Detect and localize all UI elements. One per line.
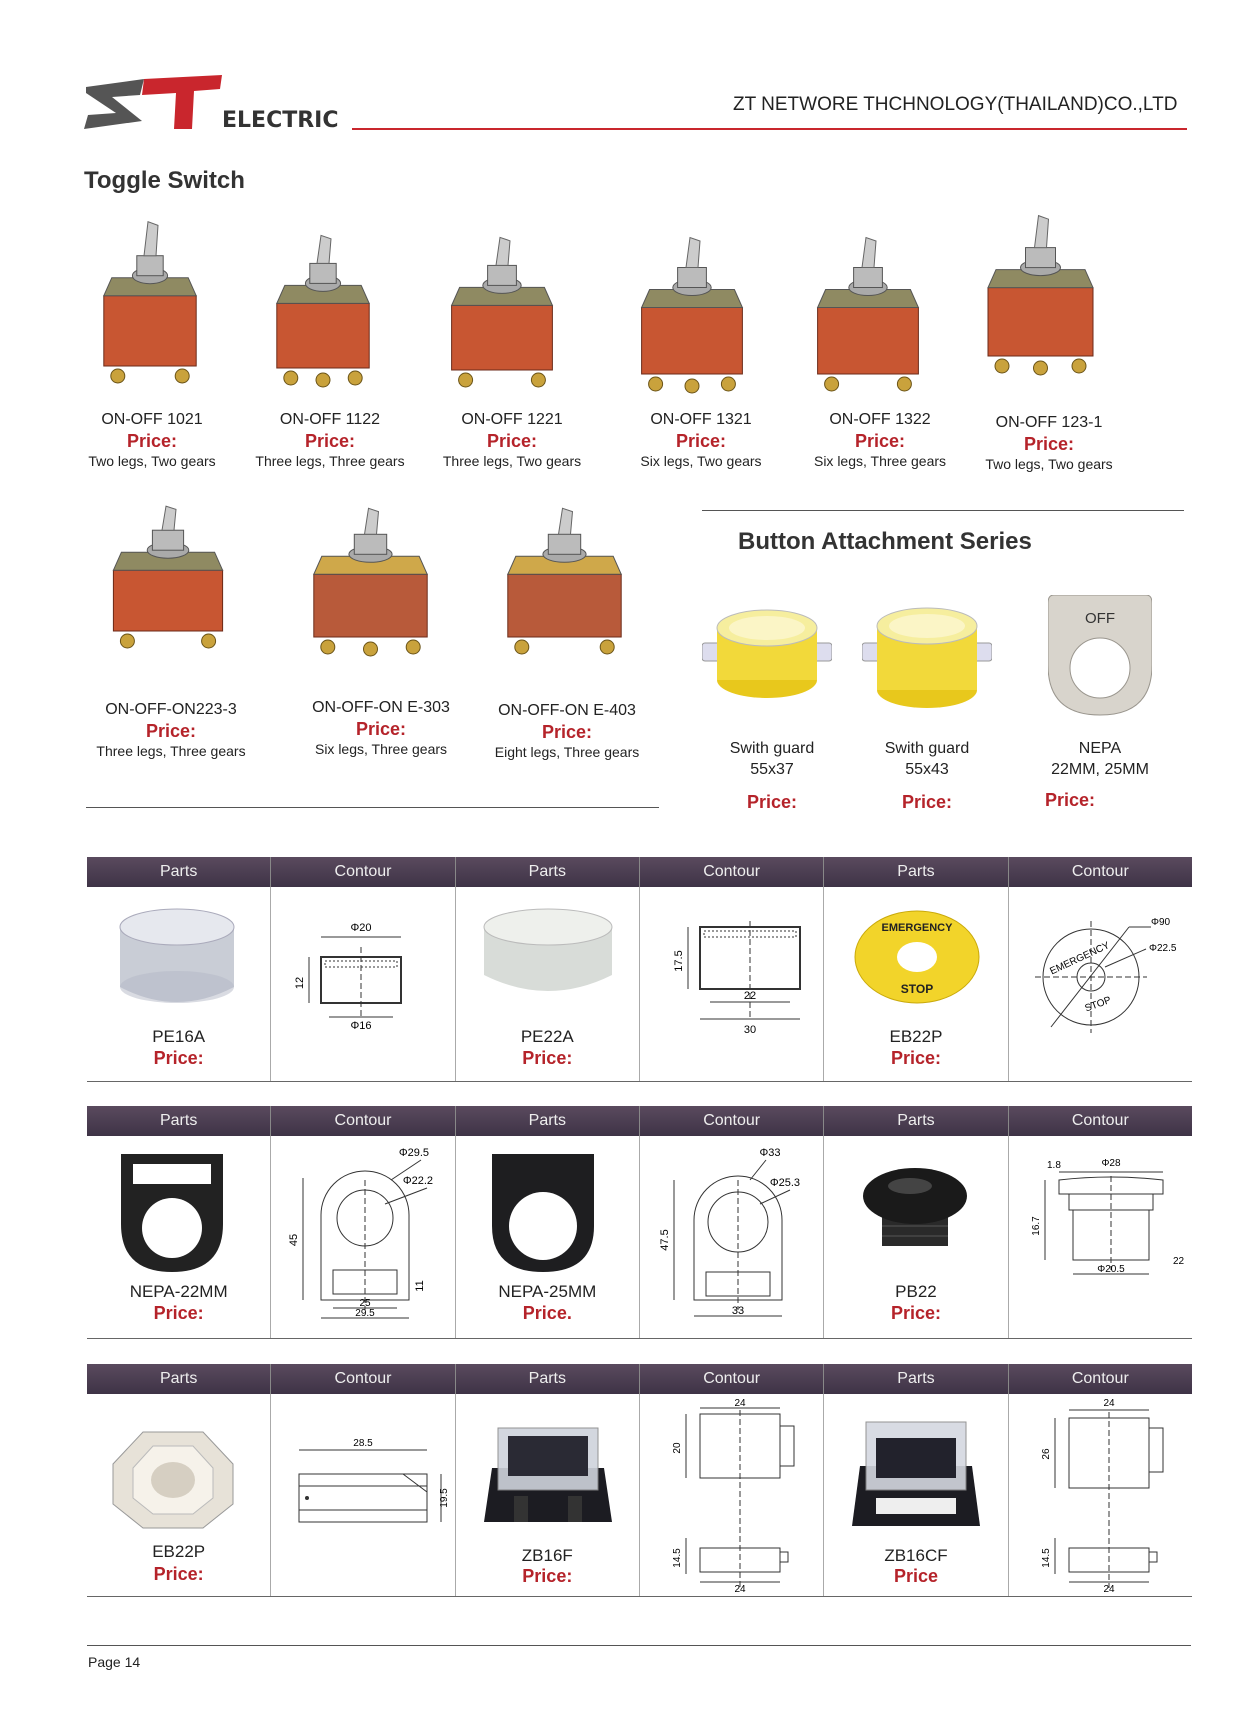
switch-guard-55x43-image [862, 598, 992, 716]
toggle-desc: Three legs, Three gears [255, 453, 405, 469]
contour-cell-nepa-22mm [271, 1136, 455, 1338]
header-contour: Contour [1071, 1112, 1129, 1129]
toggle-name: ON-OFF 1322 [829, 411, 931, 428]
nepa-25mm-contour [650, 1140, 820, 1335]
dim-label: 47.5 [658, 1229, 671, 1251]
part-name: PE22A [520, 1027, 574, 1046]
toggle-desc: Six legs, Two gears [640, 453, 762, 469]
toggle-price: Price: [145, 721, 197, 741]
part-cell-nepa-22mm [87, 1136, 271, 1338]
page-number: Page 14 [88, 1654, 141, 1670]
header-contour: Contour [1071, 863, 1129, 880]
part-price: Price. [522, 1303, 572, 1323]
toggle-name: ON-OFF 1122 [279, 411, 381, 428]
toggle-desc: Three legs, Three gears [96, 743, 246, 759]
toggle-name: ON-OFF 1221 [461, 411, 563, 428]
part-name: EB22P [889, 1027, 943, 1046]
dim-label: 11 [414, 1280, 427, 1292]
part-cell-zb16cf [824, 1394, 1008, 1596]
toggle-desc: Six legs, Three gears [314, 741, 448, 757]
contour-cell-zb16cf [1009, 1394, 1192, 1596]
nepa-plate-image [1048, 595, 1152, 720]
header-contour: Contour [640, 1106, 824, 1136]
dim-label: Φ22.5 [1148, 943, 1177, 954]
part-price: Price: [890, 1303, 941, 1323]
part-name: ZB16CF [884, 1546, 948, 1565]
part-price: Price: [522, 1048, 573, 1068]
pb22-image [860, 1166, 970, 1256]
header-parts: Parts [456, 1106, 640, 1136]
header-contour: Contour [271, 1106, 455, 1136]
section-title-toggle: Toggle Switch [84, 167, 245, 194]
part-cell-pb22 [824, 1136, 1008, 1338]
emergency-text: EMERGENCY [881, 922, 953, 934]
pe16a-image [112, 905, 242, 1010]
dim-label: Φ33 [759, 1147, 781, 1159]
toggle-desc: Three legs, Two gears [442, 453, 582, 469]
part-price: Price: [153, 1564, 204, 1584]
dim-label: 20 [671, 1442, 683, 1454]
part-name: NEPA-25MM [498, 1282, 597, 1301]
nepa-22mm-image [117, 1154, 227, 1274]
dim-label: 1.8 [1046, 1160, 1061, 1171]
dim-label: 14.5 [671, 1548, 683, 1568]
toggle-item-1321 [616, 410, 786, 470]
dim-label: 24 [734, 1584, 746, 1593]
item-name: Swith guard [884, 740, 970, 757]
company-name: ZT NETWORE THCHNOLOGY(THAILAND)CO.,LTD [733, 94, 1178, 115]
switch-guard-55x37-label [712, 738, 832, 813]
toggle-name: ON-OFF-ON E-403 [498, 702, 636, 719]
toggle-name: ON-OFF 1021 [101, 411, 203, 428]
part-name: NEPA-22MM [129, 1282, 228, 1301]
nepa-plate-text: OFF [1085, 610, 1115, 627]
dim-label: Φ29.5 [399, 1147, 430, 1159]
dim-label: Φ20 [350, 922, 372, 934]
toggle-price: Price: [355, 719, 407, 739]
dim-label: 33 [731, 1305, 745, 1317]
eb22p-contour [1021, 907, 1191, 1047]
item-price: Price: [746, 792, 798, 812]
dim-label: 30 [743, 1024, 757, 1036]
parts-table-2 [87, 1106, 1192, 1339]
dim-label: 19.5 [439, 1488, 451, 1508]
header-contour: Contour [271, 1364, 455, 1394]
part-price: Price: [522, 1566, 573, 1586]
toggle-item-123-1 [964, 413, 1134, 473]
toggle-name: ON-OFF 123-1 [995, 414, 1103, 431]
toggle-item-1122 [245, 410, 415, 470]
dim-label: 12 [294, 976, 307, 990]
parts-table-3 [87, 1364, 1192, 1597]
contour-cell-eb22p [1009, 887, 1192, 1081]
contour-cell-eb22p-clear [271, 1394, 455, 1596]
dim-label: Φ28 [1101, 1158, 1121, 1169]
stop-text: STOP [901, 982, 934, 996]
toggle-item-e403 [482, 701, 652, 761]
header-rule [352, 128, 1187, 130]
part-cell-eb22p-clear [87, 1394, 271, 1596]
pe16a-contour [291, 917, 431, 1037]
contour-cell-pe16a [271, 887, 455, 1081]
eb22p-clear-cover-image [103, 1424, 243, 1534]
part-cell-nepa-25mm [456, 1136, 640, 1338]
contour-cell-pb22 [1009, 1136, 1192, 1338]
toggle-switch-image [303, 505, 438, 670]
header-contour: Contour [271, 857, 455, 887]
toggle-price: Price: [304, 431, 356, 451]
header-parts: Parts [824, 857, 1008, 887]
toggle-price: Price: [675, 431, 727, 451]
toggle-desc: Two legs, Two gears [985, 456, 1113, 472]
dim-label: 14.5 [1040, 1548, 1052, 1568]
toggle-item-1322 [795, 410, 965, 470]
toggle-name: ON-OFF-ON223-3 [105, 701, 237, 718]
toggle-switch-image [632, 234, 752, 409]
pb22-contour [1013, 1150, 1193, 1325]
part-cell-pe16a [87, 887, 271, 1081]
header-contour: Contour [640, 857, 824, 887]
nepa-label [1035, 738, 1165, 811]
toggle-item-1021 [67, 410, 237, 470]
item-price: Price: [901, 792, 953, 812]
part-cell-pe22a [456, 887, 640, 1081]
dim-label: Φ16 [350, 1020, 372, 1032]
dim-label: 25 [359, 1298, 371, 1309]
brand-label: ELECTRIC [222, 108, 339, 133]
toggle-price: Price: [854, 431, 906, 451]
toggle-switch-image [442, 234, 562, 404]
eb22p-clear-contour [279, 1434, 454, 1554]
dim-label: Φ20.5 [1096, 1264, 1125, 1275]
header-contour: Contour [1071, 1370, 1129, 1387]
part-name: PB22 [895, 1282, 937, 1301]
dim-label: 28.5 [353, 1438, 374, 1449]
part-price: Price [893, 1566, 938, 1586]
toggle-price: Price: [486, 431, 538, 451]
section-title-button: Button Attachment Series [738, 528, 1032, 555]
item-name: Swith guard [729, 740, 815, 757]
dim-label: Φ90 [1150, 917, 1170, 928]
header-contour: Contour [640, 1364, 824, 1394]
dim-label: 22 [743, 990, 757, 1002]
part-name: EB22P [152, 1542, 206, 1561]
contour-cell-zb16f [640, 1394, 824, 1596]
header-parts: Parts [824, 1364, 1008, 1394]
toggle-item-1221 [427, 410, 597, 470]
toggle-switch-image [103, 503, 233, 663]
footer-rule [87, 1645, 1191, 1646]
part-price: Price: [153, 1048, 204, 1068]
zb16cf-image [846, 1418, 986, 1533]
toggle-switch-image [268, 232, 378, 402]
part-price: Price: [153, 1303, 204, 1323]
table-header [87, 1106, 1192, 1136]
header-parts: Parts [824, 1106, 1008, 1136]
header-parts: Parts [87, 1364, 271, 1394]
zb16cf-contour [1039, 1398, 1179, 1593]
toggle-price: Price: [126, 431, 178, 451]
dim-label: Φ25.3 [769, 1177, 800, 1189]
contour-cell-nepa-25mm [640, 1136, 824, 1338]
switch-guard-55x43-label [867, 738, 987, 813]
nepa-22mm-contour [281, 1140, 451, 1335]
table-header [87, 857, 1192, 887]
part-name: ZB16F [521, 1546, 573, 1565]
toggle-desc: Six legs, Three gears [813, 453, 947, 469]
toggle-price: Price: [1023, 434, 1075, 454]
toggle-switch-image [95, 218, 205, 403]
toggle-item-223-3 [86, 700, 256, 760]
dim-label: Φ22.2 [403, 1175, 434, 1187]
dim-label: 26 [1040, 1448, 1052, 1460]
item-price: Price: [1045, 790, 1096, 810]
eb22p-emergency-image [852, 907, 982, 1007]
pe22a-image [478, 905, 618, 1000]
toggle-switch-image [808, 234, 928, 409]
part-price: Price: [890, 1048, 941, 1068]
part-cell-eb22p [824, 887, 1008, 1081]
pe22a-contour [660, 917, 810, 1047]
toggle-switch-image [497, 505, 632, 670]
toggle-price: Price: [541, 722, 593, 742]
dim-label: 22 [1172, 1256, 1184, 1267]
table-header [87, 1364, 1192, 1394]
dim-label: 16.7 [1030, 1216, 1042, 1236]
parts-table-1 [87, 857, 1192, 1082]
dim-label: 24 [1103, 1584, 1115, 1593]
header-parts: Parts [87, 857, 271, 887]
logo [82, 75, 222, 133]
header-parts: Parts [87, 1106, 271, 1136]
dim-label: 17.5 [672, 950, 685, 972]
dim-label: 29.5 [355, 1308, 376, 1319]
dim-label: 24 [734, 1398, 746, 1409]
toggle-desc: Two legs, Two gears [88, 453, 216, 469]
header-parts: Parts [456, 1364, 640, 1394]
item-name: NEPA [1078, 740, 1122, 757]
toggle-name: ON-OFF-ON E-303 [312, 699, 450, 716]
zb16f-contour [670, 1398, 810, 1593]
part-name: PE16A [152, 1027, 206, 1046]
dim-label: 24 [1103, 1398, 1115, 1409]
item-size: 22MM, 25MM [1051, 761, 1149, 778]
toggle-switch-image [978, 212, 1103, 392]
header-parts: Parts [456, 857, 640, 887]
switch-guard-55x37-image [702, 598, 832, 708]
toggle-desc: Eight legs, Three gears [494, 744, 640, 760]
divider-button-top [702, 510, 1184, 511]
contour-cell-pe22a [640, 887, 824, 1081]
part-cell-zb16f [456, 1394, 640, 1596]
dim-label: STOP [1083, 994, 1113, 1015]
nepa-25mm-image [488, 1154, 598, 1274]
item-size: 55x43 [905, 761, 949, 778]
zb16f-image [478, 1418, 618, 1533]
dim-label: EMERGENCY [1048, 940, 1112, 978]
toggle-item-e303 [296, 698, 466, 758]
toggle-name: ON-OFF 1321 [650, 411, 752, 428]
divider-toggle [86, 807, 659, 808]
dim-label: 45 [288, 1233, 301, 1247]
item-size: 55x37 [750, 761, 794, 778]
